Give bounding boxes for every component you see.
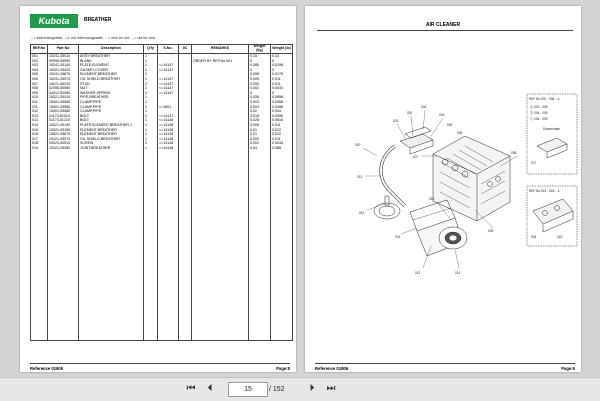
cell-ref: 013 xyxy=(31,118,48,123)
cell-part: 15241-05140 xyxy=(48,63,79,68)
cell-qty: 2 xyxy=(144,91,158,96)
cell-part: 15241-05370 xyxy=(48,77,79,82)
column-header: REMARKS xyxy=(192,45,249,54)
cell-sno: <=14147 xyxy=(158,82,179,87)
cell-part: 02056-50080 xyxy=(48,86,79,91)
cell-ref: 014 xyxy=(31,123,48,128)
cell-desc: PIPE,BREATHER xyxy=(79,95,144,100)
cell-qty: 1 xyxy=(144,72,158,77)
cell-part: 15321-05140 xyxy=(48,123,79,128)
table-row xyxy=(31,123,293,128)
callout-012: 012 xyxy=(359,211,365,215)
cell-qty: 1 xyxy=(144,118,158,123)
cell-wkg: 0.002 xyxy=(249,86,271,91)
cell-ref: 017 xyxy=(31,137,48,142)
cell-desc: STUD xyxy=(79,82,144,87)
cell-qty: 1 xyxy=(144,109,158,114)
cell-wkg: 0.003 xyxy=(249,105,271,110)
cell-wlb: 0.044 xyxy=(271,109,293,114)
cell-wkg: 0 xyxy=(249,59,271,64)
empty-cell xyxy=(192,150,249,341)
cell-sno: <=14148 xyxy=(158,141,179,146)
cell-sno: <=14148 xyxy=(158,137,179,142)
cell-desc: ELEMENT,BREATHER xyxy=(79,72,144,77)
cell-part: 15321-05350 xyxy=(48,146,79,151)
table-empty-space xyxy=(31,150,293,341)
cell-wlb: 0.011 xyxy=(271,123,293,128)
cell-sno: <=14147 xyxy=(158,68,179,73)
cell-wkg: 0.008 xyxy=(249,72,271,77)
page-number-input[interactable]: 15 xyxy=(228,382,268,397)
cell-ref: 013 xyxy=(31,114,48,119)
callout-004: 004 xyxy=(439,113,445,117)
cell-wkg: 0.005 xyxy=(249,77,271,82)
cell-part: 01173-51210 xyxy=(48,118,79,123)
cell-wlb: 0.011 xyxy=(271,82,293,87)
engine-block xyxy=(433,136,510,221)
cell-ref: 010 xyxy=(31,95,48,100)
cell-desc: BOLT xyxy=(79,114,144,119)
cell-qty: 1 xyxy=(144,77,158,82)
cell-sno: <=14147 xyxy=(158,91,179,96)
cell-ref: 006 xyxy=(31,77,48,82)
air-cleaner-cap xyxy=(374,203,400,219)
callout-013: 013 xyxy=(415,271,421,275)
cell-qty: 1 xyxy=(144,63,158,68)
cell-part: 15321-05370 xyxy=(48,137,79,142)
cell-wkg: 0.018 xyxy=(249,114,271,119)
cell-qty: 2 xyxy=(144,105,158,110)
cell-wkg: 0.085 xyxy=(249,63,271,68)
cell-qty: 2 xyxy=(144,141,158,146)
last-page-icon[interactable]: ⏭ xyxy=(326,383,336,394)
page-number: Page:5 xyxy=(276,366,290,371)
callout-015: 015 xyxy=(395,235,401,239)
cell-wlb: 0.011 xyxy=(271,137,293,142)
cell-wkg: 0.01 xyxy=(249,128,271,133)
cell-wkg: 0.01 xyxy=(249,132,271,137)
cell-part: 15401-05380 xyxy=(48,109,79,114)
callout-002: 002 xyxy=(407,111,413,115)
cell-wkg: 0.028 xyxy=(249,118,271,123)
callout-010: 010 xyxy=(355,143,361,147)
cell-wlb: 0.0396 xyxy=(271,114,293,119)
inset-top-label-b: Ⓑ 004 - 006 xyxy=(530,111,548,115)
cell-desc: PLATE,ELEMENT xyxy=(79,63,144,68)
empty-cell xyxy=(79,150,144,341)
next-page-icon[interactable]: ⏵ xyxy=(309,383,315,394)
cell-ref: 019 xyxy=(31,146,48,151)
cell-sno: <=14148 xyxy=(158,128,179,133)
cell-wlb: 0.0066 xyxy=(271,105,293,110)
page-count: / 152 xyxy=(269,386,285,393)
cell-ref: 004 xyxy=(31,68,48,73)
cell-wkg: 0.04 xyxy=(249,146,271,151)
inset-top-label-a: Ⓐ 003 - 005 xyxy=(530,105,548,109)
empty-cell xyxy=(179,150,192,341)
cell-desc: OIL SHIELD,BREATHER xyxy=(79,77,144,82)
cell-wkg: 0.026 xyxy=(249,95,271,100)
cell-ref: 015 xyxy=(31,128,48,133)
cell-desc: BLANK xyxy=(79,59,144,64)
table-row xyxy=(31,146,293,151)
cell-qty: 2 xyxy=(144,82,158,87)
cell-sno: <=14148 xyxy=(158,132,179,137)
cell-wkg: 0.005 xyxy=(249,82,271,87)
callout-009: 009 xyxy=(488,229,494,233)
cell-desc: SCREW xyxy=(79,141,144,146)
cell-sno: <=14147 xyxy=(158,77,179,82)
cell-wlb: 0 xyxy=(271,68,293,73)
reference-number: Reference 01806 xyxy=(315,366,349,371)
cell-qty: 2 xyxy=(144,86,158,91)
table-row xyxy=(31,132,293,137)
cell-desc: CLAMP,PIPE xyxy=(79,100,144,105)
column-header: Weight (kg) xyxy=(249,45,271,54)
cell-ref: 007 xyxy=(31,82,48,87)
cell-wkg: 0.005 xyxy=(249,123,271,128)
cell-wkg: 0.002 xyxy=(249,141,271,146)
cell-sno: <=14147 xyxy=(158,63,179,68)
cell-sno: <=14147 xyxy=(158,114,179,119)
cell-wkg: 0.003 xyxy=(249,100,271,105)
cell-qty: 1 xyxy=(144,146,158,151)
empty-cell xyxy=(271,150,293,341)
cell-part: 15321-05310 xyxy=(48,95,79,100)
callout-005: 005 xyxy=(447,123,453,127)
cell-desc: JOINT,BREATHER xyxy=(79,146,144,151)
cell-desc: GASKET,COVER xyxy=(79,68,144,73)
footer-divider xyxy=(315,363,575,364)
inset-top-caption: Drawn/main xyxy=(543,127,561,131)
reference-number: Reference 01805 xyxy=(30,366,64,371)
cell-ref: 016 xyxy=(31,132,48,137)
diagram-page xyxy=(305,6,581,372)
cell-part: 15401-05580 xyxy=(48,105,79,110)
cell-qty: 1 xyxy=(144,114,158,119)
cell-sno: <=1801 xyxy=(158,105,179,110)
cell-wkg: 0.15 xyxy=(249,54,271,59)
callout-001: 001 xyxy=(393,119,399,123)
cell-wlb: 0 xyxy=(271,91,293,96)
cell-desc: ASSY BREATHER xyxy=(79,54,144,59)
column-header: Description xyxy=(79,45,144,54)
cell-ref: 001 xyxy=(31,54,48,59)
cell-desc: OIL SHIELD,BREATHER xyxy=(79,137,144,142)
cell-desc: ELEMENT,BREATHER xyxy=(79,132,144,137)
callout-017: 017 xyxy=(531,161,537,165)
cell-ref: 008 xyxy=(31,86,48,91)
column-header: Q'ty xyxy=(144,45,158,54)
footer-divider xyxy=(30,363,290,364)
callout-011: 011 xyxy=(357,175,363,179)
cell-wkg: 0 xyxy=(249,68,271,73)
cell-qty: 1 xyxy=(144,123,158,128)
cell-qty: 1 xyxy=(144,132,158,137)
cell-wkg: 0.02 xyxy=(249,109,271,114)
cell-wkg: 0 xyxy=(249,91,271,96)
cell-qty: 1 xyxy=(144,95,158,100)
cell-part: 03024-50510 xyxy=(48,141,79,146)
cell-wlb: 0.0858 xyxy=(271,95,293,100)
cell-ref: 003 xyxy=(31,63,48,68)
cell-part: 01173-51010 xyxy=(48,114,79,119)
callout-003: 003 xyxy=(421,105,427,109)
cell-part: 15241-05010 xyxy=(48,54,79,59)
cell-wlb: 0.088 xyxy=(271,146,293,151)
cell-wkg: 0.005 xyxy=(249,137,271,142)
table-row xyxy=(31,77,293,82)
cell-wlb: 0.022 xyxy=(271,128,293,133)
cell-qty: 2 xyxy=(144,68,158,73)
cell-ref: 009 xyxy=(31,91,48,96)
cell-wlb: 0.33 xyxy=(271,54,293,59)
cell-desc: BOLT xyxy=(79,118,144,123)
inset-top-label-c: Ⓒ 006 - 009 xyxy=(530,117,548,121)
callout-019: 019 xyxy=(557,235,563,239)
page-title: BREATHER xyxy=(84,17,112,23)
cell-part: 04512-50080 xyxy=(48,91,79,96)
empty-cell xyxy=(31,150,48,341)
cell-sno: <=14148 xyxy=(158,118,179,123)
cell-part: 15521-05670 xyxy=(48,132,79,137)
callout-006: 006 xyxy=(457,131,463,135)
cell-wlb: 0.0616 xyxy=(271,118,293,123)
cell-desc: WASHER,SPRING xyxy=(79,91,144,96)
cell-desc: ELEMENT,BREATHER xyxy=(79,128,144,133)
column-header: Weight (lb) xyxy=(271,45,293,54)
empty-cell xyxy=(249,150,271,341)
cell-qty: 1 xyxy=(144,137,158,142)
cell-qty: 1 xyxy=(144,59,158,64)
cell-ref: 018 xyxy=(31,141,48,146)
empty-cell xyxy=(144,150,158,341)
first-page-icon[interactable]: ⏮ xyxy=(186,383,196,394)
cell-ref: 005 xyxy=(31,72,48,77)
cell-part: 15401-05580 xyxy=(48,100,79,105)
cell-wlb: 0.0176 xyxy=(271,72,293,77)
viewer-toolbar xyxy=(0,377,600,401)
callout-014: 014 xyxy=(455,271,461,275)
cell-ref: 011 xyxy=(31,105,48,110)
cell-wlb: 0.0044 xyxy=(271,86,293,91)
cell-qty: 1 xyxy=(144,128,158,133)
diagram-title: AIR CLEANER xyxy=(425,22,461,28)
callout-016: 016 xyxy=(429,197,435,201)
cell-wlb: 0.0044 xyxy=(271,141,293,146)
page-number: Page:6 xyxy=(561,366,575,371)
cell-part: 15241-05670 xyxy=(48,72,79,77)
cell-qty: 1 xyxy=(144,54,158,59)
column-header: REF.No xyxy=(31,45,48,54)
column-header: S.No. xyxy=(158,45,179,54)
cell-wlb: 0.0198 xyxy=(271,63,293,68)
cell-ref: 012 xyxy=(31,109,48,114)
empty-cell xyxy=(48,150,79,341)
cell-part: 15221-06210 xyxy=(48,82,79,87)
column-header: Part No xyxy=(48,45,79,54)
cell-desc: NUT xyxy=(79,86,144,91)
cell-sno: <=14148 xyxy=(158,146,179,151)
interchange-legend: ⇔= interchangeable; ↮= not interchangeable; ←= new for old; →= old for new xyxy=(30,36,156,40)
cell-remarks: ORDER BY REF.No.001 xyxy=(192,59,249,64)
cell-wlb: 0.022 xyxy=(271,132,293,137)
column-header: I/C xyxy=(179,45,192,54)
cell-sno: <=14147 xyxy=(158,86,179,91)
parts-list-page xyxy=(20,6,296,372)
cell-part: 99999-99999 xyxy=(48,59,79,64)
cell-ref: 002 xyxy=(31,59,48,64)
cell-part: 15321-05150 xyxy=(48,128,79,133)
cell-wlb: 0.0066 xyxy=(271,100,293,105)
cell-ref: 011 xyxy=(31,100,48,105)
exploded-diagram xyxy=(305,6,581,372)
callout-008: 008 xyxy=(511,151,517,155)
empty-cell xyxy=(158,150,179,341)
callout-018: 018 xyxy=(531,235,537,239)
callout-007: 007 xyxy=(413,155,419,159)
table-header-row xyxy=(31,45,293,54)
cell-desc: CLAMP,PIPE xyxy=(79,105,144,110)
cell-part: 15321-05420 xyxy=(48,68,79,73)
kubota-logo: Kubota xyxy=(30,14,78,28)
cell-wlb: 0 xyxy=(271,59,293,64)
prev-page-icon[interactable]: ⏴ xyxy=(207,383,213,394)
inset-bottom-note: REF.No.013 - 018 - ② xyxy=(529,189,561,193)
cell-wlb: 0.011 xyxy=(271,77,293,82)
cell-qty: 1 xyxy=(144,100,158,105)
parts-table xyxy=(30,44,293,341)
cell-desc: PLATE,ELEMENT,BREATHER 1 xyxy=(79,123,144,128)
cell-sno: <=14148 xyxy=(158,123,179,128)
inset-top-note: REF.No.002 - 006 - ① xyxy=(529,97,561,101)
cell-desc: CLAMP,PIPE xyxy=(79,109,144,114)
